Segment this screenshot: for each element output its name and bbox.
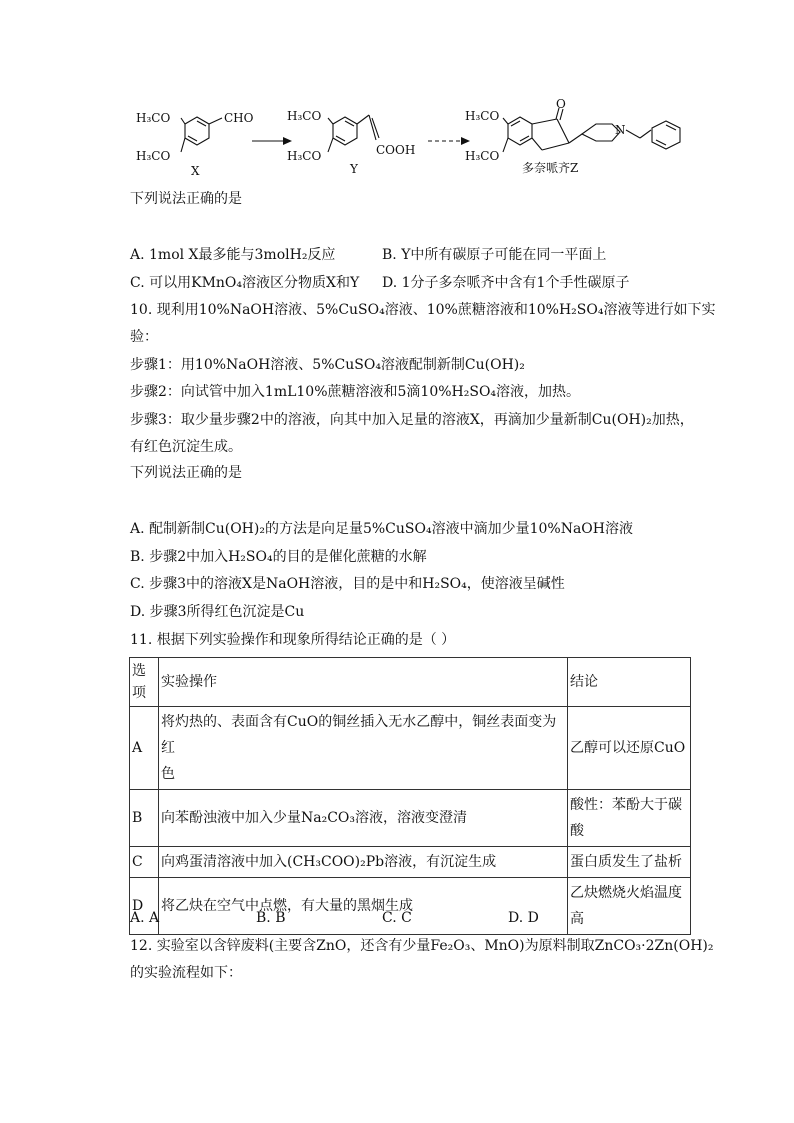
q9-option-d[interactable]: D. 1分子多奈哌齐中含有1个手性碳原子 [382, 275, 630, 291]
reaction-scheme [0, 0, 794, 190]
q9-stem: 下列说法正确的是 [130, 191, 242, 207]
q10-question: 下列说法正确的是 [130, 465, 242, 481]
q10-step3-line1: 步骤3：取少量步骤2中的溶液，向其中加入足量的溶液X，再滴加少量新制Cu(OH)₂加热， [130, 412, 694, 428]
x-label: X [191, 164, 200, 178]
row-b-conclusion: 酸性：苯酚大于碳酸 [568, 790, 691, 847]
q9-option-c[interactable]: C. 可以用KMnO₄溶液区分物质X和Y [130, 275, 360, 291]
q10-option-c[interactable]: C. 步骤3中的溶液X是NaOH溶液，目的是中和H₂SO₄，使溶液呈碱性 [130, 576, 565, 592]
table-row [130, 790, 691, 847]
row-c-conclusion: 蛋白质发生了盐析 [568, 847, 691, 878]
q11-option-a[interactable]: A. A [130, 910, 160, 926]
header-operation: 实验操作 [159, 658, 568, 707]
q12-stem-line1: 12. 实验室以含锌废料(主要含ZnO，还含有少量Fe₂O₃、MnO)为原料制取ZnCO₃·2Zn(OH)₂ [130, 938, 714, 954]
table-header-row [130, 658, 691, 707]
z-h3co-bottom: H₃CO [465, 149, 500, 163]
y-h3co-top: H₃CO [287, 109, 322, 123]
q11-option-d[interactable]: D. D [508, 910, 539, 926]
q10-option-d[interactable]: D. 步骤3所得红色沉淀是Cu [130, 604, 305, 620]
q11-option-b[interactable]: B. B [256, 910, 286, 926]
q11-stem: 11. 根据下列实验操作和现象所得结论正确的是（ ） [130, 632, 456, 648]
row-a-option: A [130, 707, 159, 790]
x-h3co-top: H₃CO [136, 111, 171, 125]
q10-option-a[interactable]: A. 配制新制Cu(OH)₂的方法是向足量5%CuSO₄溶液中滴加少量10%NaOH溶液 [130, 521, 633, 537]
q9-option-a[interactable]: A. 1mol X最多能与3molH₂反应 [130, 247, 336, 263]
z-label: 多奈哌齐Z [522, 161, 579, 175]
row-c-operation: 向鸡蛋清溶液中加入(CH₃COO)₂Pb溶液，有沉淀生成 [159, 847, 568, 878]
q10-stem-line2: 验： [130, 329, 158, 345]
y-h3co-bottom: H₃CO [287, 149, 322, 163]
table-row [130, 847, 691, 878]
row-b-option: B [130, 790, 159, 847]
row-d-conclusion: 乙炔燃烧火焰温度 高 [568, 878, 691, 935]
table-row [130, 707, 691, 790]
z-h3co-top: H₃CO [465, 109, 500, 123]
header-option: 选 项 [130, 658, 159, 707]
q9-option-b[interactable]: B. Y中所有碳原子可能在同一平面上 [382, 247, 607, 263]
y-cooh-label: COOH [376, 143, 416, 157]
row-a-conclusion: 乙醇可以还原CuO [568, 707, 691, 790]
q10-step3-line2: 有红色沉淀生成。 [130, 439, 242, 455]
q10-step2: 步骤2：向试管中加入1mL10%蔗糖溶液和5滴10%H₂SO₄溶液，加热。 [130, 384, 581, 400]
x-cho-label: CHO [224, 111, 254, 125]
row-d-option: D [130, 878, 159, 935]
row-d-operation: 将乙炔在空气中点燃，有大量的黑烟生成 [159, 878, 568, 935]
x-h3co-bottom: H₃CO [136, 149, 171, 163]
header-conclusion: 结论 [568, 658, 691, 707]
y-label: Y [350, 162, 358, 176]
q11-option-c[interactable]: C. C [382, 910, 412, 926]
q12-stem-line2: 的实验流程如下： [130, 965, 242, 981]
row-b-operation: 向苯酚浊液中加入少量Na₂CO₃溶液，溶液变澄清 [159, 790, 568, 847]
q10-step1: 步骤1：用10%NaOH溶液、5%CuSO₄溶液配制新制Cu(OH)₂ [130, 357, 525, 373]
z-carbonyl-o: O [556, 97, 566, 111]
row-a-operation: 将灼热的、表面含有CuO的铜丝插入无水乙醇中，铜丝表面变为红 色 [159, 707, 568, 790]
q10-option-b[interactable]: B. 步骤2中加入H₂SO₄的目的是催化蔗糖的水解 [130, 549, 427, 565]
row-c-option: C [130, 847, 159, 878]
q10-stem-line1: 10. 现利用10%NaOH溶液、5%CuSO₄溶液、10%蔗糖溶液和10%H₂SO₄溶液等进行如下实 [130, 302, 716, 318]
experiment-table [129, 657, 691, 935]
z-piperidine-n: N [615, 123, 626, 137]
